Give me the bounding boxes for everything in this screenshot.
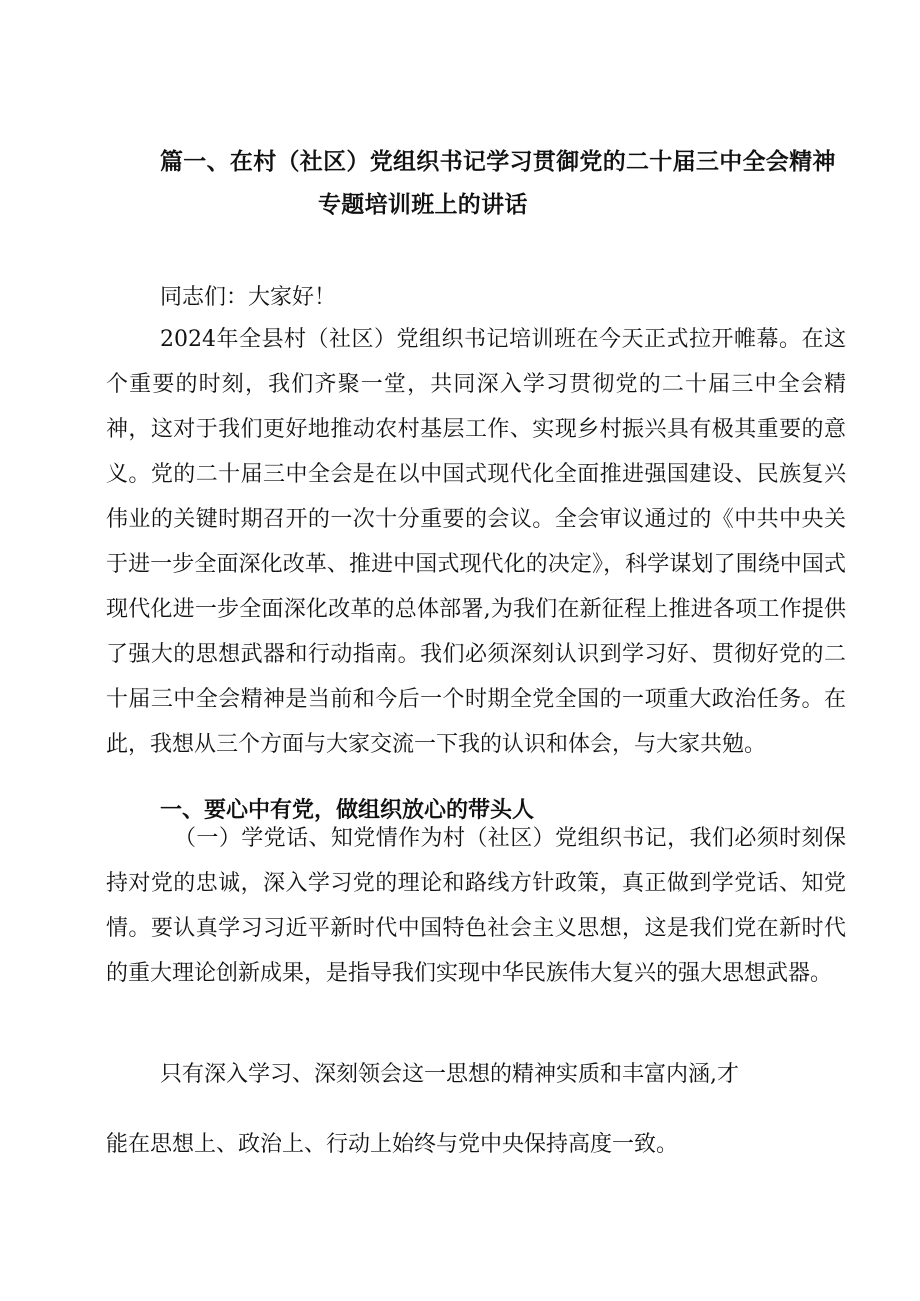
document-title-line-2: 专题培训班上的讲话	[318, 191, 528, 218]
paragraph-continuation-line-2: 能在思想上、政治上、行动上始终与党中央保持高度一致。	[106, 1132, 679, 1157]
paragraph-continuation-line-1: 只有深入学习、深刻领会这一思想的精神实质和丰富内涵,才	[160, 1062, 739, 1087]
paragraph-intro: 2024年全县村（社区）党组织书记培训班在今天正式拉开帷幕。在这个重要的时刻，我们齐聚一堂，共同深入学习贯彻党的二十届三中全会精神，这对于我们更好地推动农村基层工作、实现乡村振兴具有极其重要的意义。党的二十届三中全会是在以中国式现代化全面推进强国建设、民族复兴伟业的关键时期召开的一次十分重要的会议。全会审议通过的《中共中央关于进一步全面深化改革、推进中国式现代化的决定》，科学谋划了围绕中国式现代化进一步全面深化改革的总体部署,为我们在新征程上推进各项工作提供了强大的思想武器和行动指南。我们必须深刻认识到学习好、贯彻好党的二十届三中全会精神是当前和今后一个时期全党全国的一项重大政治任务。在此，我想从三个方面与大家交流一下我的认识和体会，与大家共勉。	[106, 327, 846, 757]
section-heading-1: 一、要心中有党，做组织放心的带头人	[160, 797, 535, 823]
greeting: 同志们：大家好！	[160, 285, 337, 310]
paragraph-section-1-1: （一）学党话、知党情作为村（社区）党组织书记，我们必须时刻保持对党的忠诚，深入学习党的理论和路线方针政策，真正做到学党话、知党情。要认真学习习近平新时代中国特色社会主义思想，这是我们党在新时代的重大理论创新成果，是指导我们实现中华民族伟大复兴的强大思想武器。	[106, 826, 846, 986]
document-title-line-1: 篇一、在村（社区）党组织书记学习贯御党的二十届三中全会精神	[160, 148, 836, 175]
